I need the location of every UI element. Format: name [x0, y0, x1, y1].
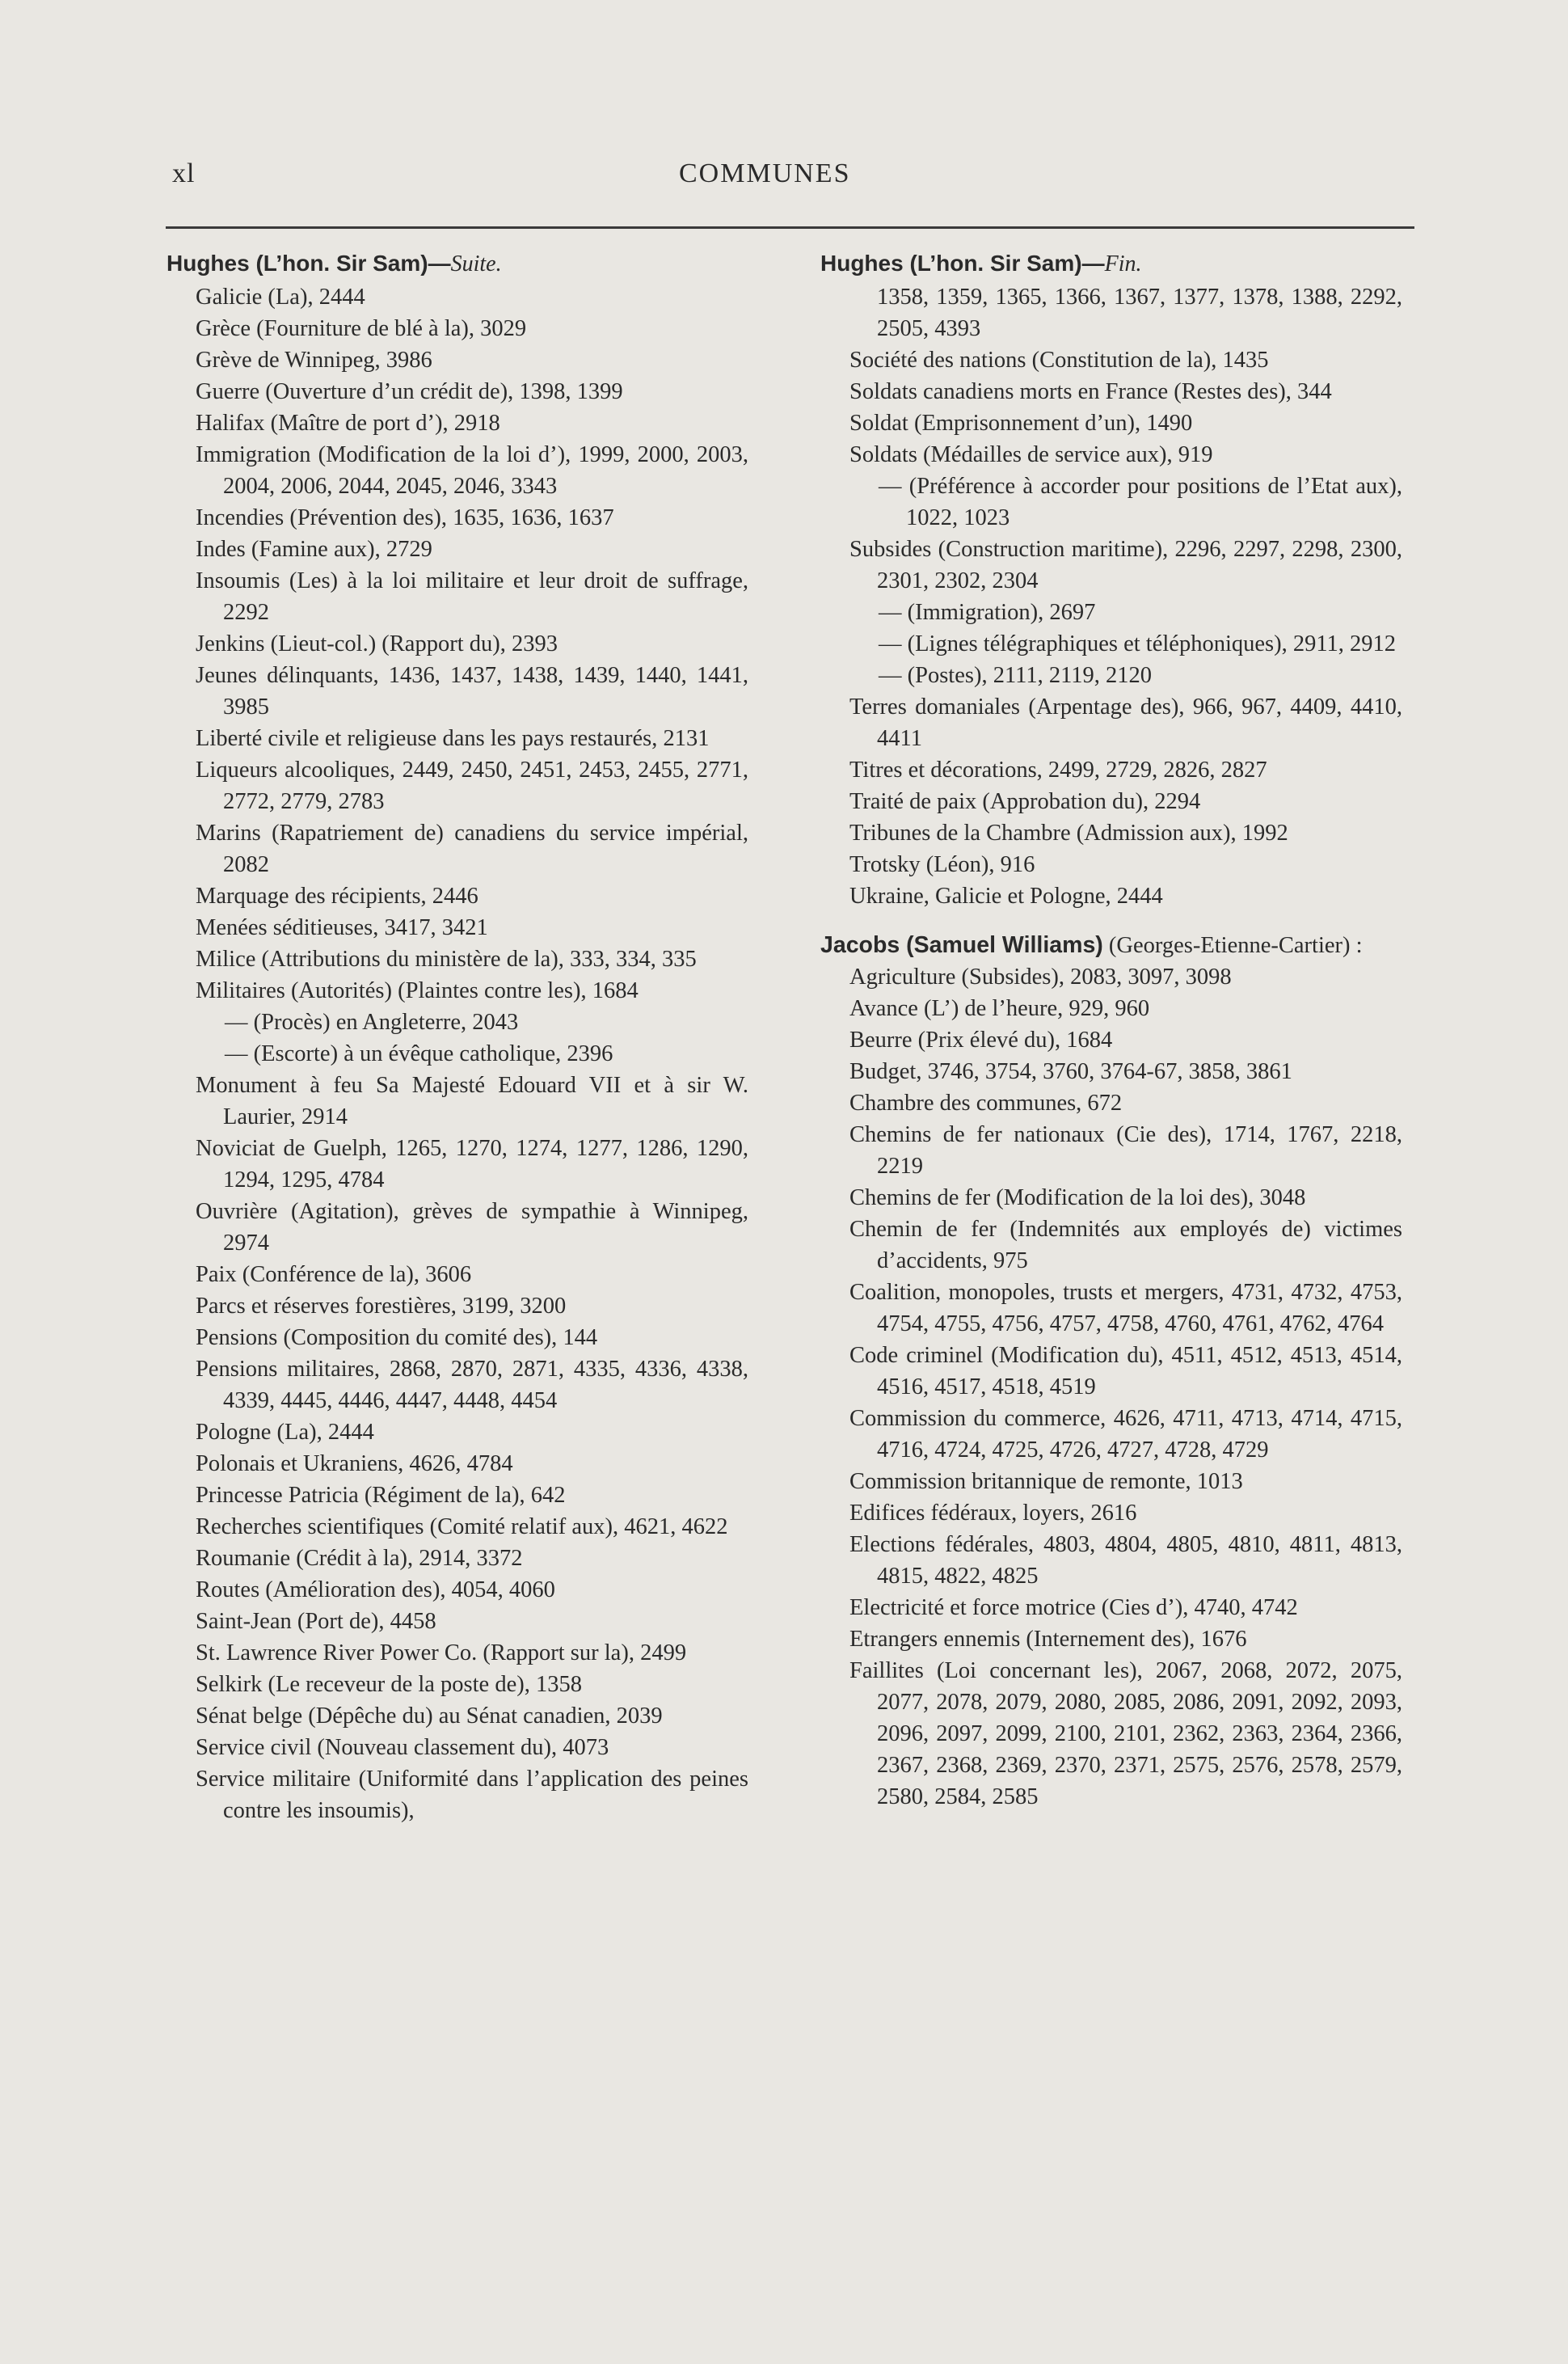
index-entry: Faillites (Loi concernant les), 2067, 2068, 2072, 2075, 2077, 2078, 2079, 2080, 2085, 2086, 2091, 2092, 2093, 2096, 2097, 2099, 2100, 2101, 2362, 2363, 2364, 2366, 2367, 2368, 2369, 2370, 2371, 2575, 2576, 2578, 2579, 2580, 2584, 2585 [849, 1658, 1402, 1809]
index-entry: Commission du commerce, 4626, 4711, 4713, 4714, 4715, 4716, 4724, 4725, 4726, 4727, 4728, 4729 [849, 1406, 1402, 1463]
index-entry: Pensions (Composition du comité des), 144 [196, 1325, 598, 1350]
index-entry: — (Préférence à accorder pour positions de l’Etat aux), 1022, 1023 [879, 474, 1402, 530]
index-entry: Pensions militaires, 2868, 2870, 2871, 4335, 4336, 4338, 4339, 4445, 4446, 4447, 4448, 4454 [196, 1357, 748, 1413]
left-entry-list [166, 281, 748, 1826]
header-rule [166, 226, 1414, 229]
index-entry: Marins (Rapatriement de) canadiens du service impérial, 2082 [196, 821, 748, 877]
index-entry: Liqueurs alcooliques, 2449, 2450, 2451, 2453, 2455, 2771, 2772, 2779, 2783 [196, 758, 748, 814]
index-entry: Monument à feu Sa Majesté Edouard VII et à sir W. Laurier, 2914 [196, 1073, 748, 1129]
index-entry: Grève de Winnipeg, 3986 [196, 348, 432, 373]
right-entry-list-2 [820, 961, 1402, 1813]
index-entry: Grèce (Fourniture de blé à la), 3029 [196, 316, 527, 341]
index-entry: Coalition, monopoles, trusts et mergers, 4731, 4732, 4753, 4754, 4755, 4756, 4757, 4758, 4760, 4761, 4762, 4764 [849, 1280, 1402, 1336]
left-heading-name: Hughes (L’hon. Sir Sam)— [166, 251, 451, 276]
index-entry: Agriculture (Subsides), 2083, 3097, 3098 [849, 965, 1232, 990]
index-entry: Paix (Conférence de la), 3606 [196, 1262, 472, 1287]
index-entry: Militaires (Autorités) (Plaintes contre les), 1684 [196, 978, 639, 1003]
right-heading2-name: Jacobs (Samuel Williams) [820, 932, 1103, 958]
index-entry: Traité de paix (Approbation du), 2294 [849, 789, 1201, 814]
index-entry: — (Escorte) à un évêque catholique, 2396 [225, 1041, 613, 1066]
running-head: COMMUNES [679, 158, 851, 188]
left-heading-suffix: Suite. [450, 251, 502, 277]
index-entry: Ouvrière (Agitation), grèves de sympathie à Winnipeg, 2974 [196, 1199, 748, 1256]
right-heading-suffix: Fin. [1104, 251, 1142, 277]
index-entry: Insoumis (Les) à la loi militaire et leur droit de suffrage, 2292 [196, 568, 748, 625]
index-entry: Sénat belge (Dépêche du) au Sénat canadien, 2039 [196, 1703, 663, 1729]
index-entry: Galicie (La), 2444 [196, 285, 365, 310]
index-entry: Soldats (Médailles de service aux), 919 [849, 442, 1213, 467]
index-entry: Halifax (Maître de port d’), 2918 [196, 411, 500, 436]
index-entry: Etrangers ennemis (Internement des), 1676 [849, 1627, 1247, 1652]
right-entry-list [820, 344, 1402, 912]
index-entry: — (Postes), 2111, 2119, 2120 [879, 663, 1153, 688]
index-entry: Titres et décorations, 2499, 2729, 2826, 2827 [849, 758, 1267, 783]
index-entry: Marquage des récipients, 2446 [196, 884, 478, 909]
index-entry: Guerre (Ouverture d’un crédit de), 1398, 1399 [196, 379, 623, 404]
index-entry: Chemin de fer (Indemnités aux employés de) victimes d’accidents, 975 [849, 1217, 1402, 1273]
index-entry: Service civil (Nouveau classement du), 4073 [196, 1735, 609, 1760]
index-entry: Jeunes délinquants, 1436, 1437, 1438, 1439, 1440, 1441, 3985 [196, 663, 748, 720]
index-entry: — (Immigration), 2697 [879, 600, 1096, 625]
right-continuation: 1358, 1359, 1365, 1366, 1367, 1377, 1378, 1388, 2292, 2505, 4393 [877, 285, 1402, 341]
index-entry: Indes (Famine aux), 2729 [196, 537, 432, 562]
right-heading [820, 247, 1402, 280]
right-column [820, 247, 1402, 1813]
index-entry: Soldats canadiens morts en France (Restes des), 344 [849, 379, 1332, 404]
index-entry: Liberté civile et religieuse dans les pays restaurés, 2131 [196, 726, 710, 751]
index-entry: Avance (L’) de l’heure, 929, 960 [849, 996, 1150, 1021]
index-entry: Immigration (Modification de la loi d’), 1999, 2000, 2003, 2004, 2006, 2044, 2045, 2046, 3343 [196, 442, 748, 499]
index-entry: Société des nations (Constitution de la), 1435 [849, 348, 1269, 373]
index-entry: Edifices fédéraux, loyers, 2616 [849, 1501, 1137, 1526]
index-entry: Incendies (Prévention des), 1635, 1636, 1637 [196, 505, 614, 530]
index-entry: Service militaire (Uniformité dans l’application des peines contre les insoumis), [196, 1767, 748, 1823]
index-entry: Tribunes de la Chambre (Admission aux), 1992 [849, 821, 1288, 846]
index-entry: Roumanie (Crédit à la), 2914, 3372 [196, 1546, 523, 1571]
index-entry: Jenkins (Lieut-col.) (Rapport du), 2393 [196, 631, 558, 656]
index-entry: Subsides (Construction maritime), 2296, 2297, 2298, 2300, 2301, 2302, 2304 [849, 537, 1402, 593]
index-entry: Parcs et réserves forestières, 3199, 3200 [196, 1294, 567, 1319]
index-entry: Elections fédérales, 4803, 4804, 4805, 4810, 4811, 4813, 4815, 4822, 4825 [849, 1532, 1402, 1589]
left-column [166, 247, 748, 1826]
right-heading2 [820, 930, 1402, 961]
index-entry: Milice (Attributions du ministère de la), 333, 334, 335 [196, 947, 697, 972]
index-entry: Code criminel (Modification du), 4511, 4512, 4513, 4514, 4516, 4517, 4518, 4519 [849, 1343, 1402, 1399]
index-entry: Recherches scientifiques (Comité relatif aux), 4621, 4622 [196, 1514, 728, 1539]
index-entry: Routes (Amélioration des), 4054, 4060 [196, 1577, 555, 1602]
index-entry: — (Lignes télégraphiques et téléphoniques), 2911, 2912 [879, 631, 1397, 656]
index-entry: Noviciat de Guelph, 1265, 1270, 1274, 1277, 1286, 1290, 1294, 1295, 4784 [196, 1136, 748, 1193]
index-entry: Polonais et Ukraniens, 4626, 4784 [196, 1451, 513, 1476]
index-entry: Pologne (La), 2444 [196, 1420, 374, 1445]
index-entry: Terres domaniales (Arpentage des), 966, 967, 4409, 4410, 4411 [849, 694, 1402, 751]
index-entry: Chambre des communes, 672 [849, 1091, 1123, 1116]
index-entry: Ukraine, Galicie et Pologne, 2444 [849, 884, 1163, 909]
index-entry: — (Procès) en Angleterre, 2043 [225, 1010, 519, 1035]
index-entry: Commission britannique de remonte, 1013 [849, 1469, 1243, 1494]
index-entry: Chemins de fer nationaux (Cie des), 1714, 1767, 2218, 2219 [849, 1122, 1402, 1179]
index-entry: Soldat (Emprisonnement d’un), 1490 [849, 411, 1193, 436]
right-heading-name: Hughes (L’hon. Sir Sam)— [820, 251, 1105, 276]
right-heading2-riding: (Georges-Etienne-Cartier) : [1108, 933, 1363, 958]
page-number: xl [172, 158, 196, 188]
index-entry: Chemins de fer (Modification de la loi des), 3048 [849, 1185, 1306, 1210]
index-entry: Saint-Jean (Port de), 4458 [196, 1609, 436, 1634]
index-entry: Beurre (Prix élevé du), 1684 [849, 1028, 1113, 1053]
index-entry: Electricité et force motrice (Cies d’), 4740, 4742 [849, 1595, 1298, 1620]
left-heading [166, 247, 748, 280]
index-entry: Trotsky (Léon), 916 [849, 852, 1035, 877]
index-entry: Budget, 3746, 3754, 3760, 3764-67, 3858, 3861 [849, 1059, 1292, 1084]
index-entry: Menées séditieuses, 3417, 3421 [196, 915, 488, 940]
index-entry: St. Lawrence River Power Co. (Rapport sur la), 2499 [196, 1640, 687, 1665]
index-entry: Selkirk (Le receveur de la poste de), 1358 [196, 1672, 582, 1697]
index-entry: Princesse Patricia (Régiment de la), 642 [196, 1483, 566, 1508]
